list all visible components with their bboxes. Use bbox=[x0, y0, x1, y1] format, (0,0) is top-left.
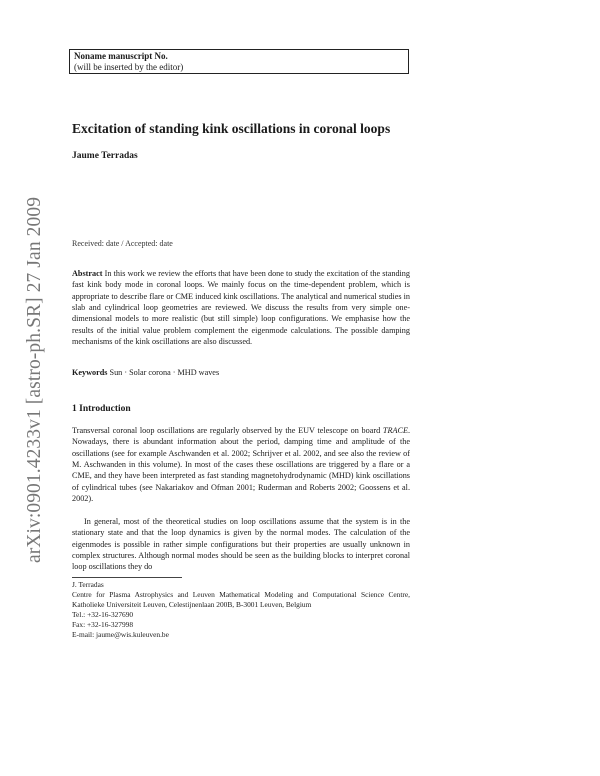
footnote-divider bbox=[72, 577, 182, 578]
arxiv-identifier: arXiv:0901.4233v1 [astro-ph.SR] 27 Jan 2009 bbox=[24, 196, 46, 564]
abstract bbox=[72, 268, 410, 347]
arxiv-side-label bbox=[20, 170, 50, 590]
abstract-text: In this work we review the efforts that have been done to study the excitation of the standing fast kink body mode in coronal loops. We mainly focus on the time-dependent problem, which is appropriate to describe flare or CME induced kink oscillations. The analytical and numerical studies in slab and cylindrical loop geometries are reviewed. We discuss the results from very simple one-dimensional models to more realistic (but still simple) loop configurations. We emphasise how the results of the initial value problem complement the eigenmode calculations. The possible damping mechanisms of the kink oscillations are also discussed. bbox=[72, 269, 410, 347]
manuscript-box bbox=[69, 49, 409, 74]
manuscript-editor-note: (will be inserted by the editor) bbox=[74, 62, 184, 72]
keywords-label: Keywords bbox=[72, 368, 108, 377]
footnote-fax: Fax: +32-16-327998 bbox=[72, 620, 134, 629]
footnote-email: E-mail: jaume@wis.kuleuven.be bbox=[72, 630, 169, 639]
received-date: Received: date / Accepted: date bbox=[72, 239, 173, 248]
abstract-label: Abstract bbox=[72, 269, 103, 278]
paper-title: Excitation of standing kink oscillations in coronal loops bbox=[72, 121, 391, 136]
footnote-affiliation: Centre for Plasma Astrophysics and Leuven Mathematical Modeling and Computational Science Centre, Katholieke Universiteit Leuven, Celestijnenlaan 200B, B-3001 Leuven, Belgium bbox=[72, 590, 410, 609]
footnote-tel: Tel.: +32-16-327690 bbox=[72, 610, 134, 619]
keywords bbox=[72, 367, 410, 378]
keywords-text: Sun · Solar corona · MHD waves bbox=[107, 368, 220, 377]
trace-telescope-name: TRACE bbox=[382, 426, 408, 435]
paragraph-1-rest: . Nowadays, there is abundant information about the period, damping time and amplitude of the oscillations (see for example Aschwanden et al. 2002; Schrijver et al. 2002, and see also the review of M. Aschwanden in this volume). In most of the cases these oscillations are triggered by a flare or a CME, and they have been interpreted as fast standing magnetohydrodynamic (MHD) kink oscillations of cylindrical tubes (see Nakariakov and Ofman 2001; Ruderman and Roberts 2002; Goossens et al. 2002). bbox=[72, 426, 410, 504]
footnote-author: J. Terradas bbox=[72, 580, 104, 589]
author-name: Jaume Terradas bbox=[72, 151, 138, 161]
author-footnote bbox=[72, 580, 410, 640]
introduction-paragraph-1 bbox=[72, 425, 410, 504]
paragraph-1-start: Transversal coronal loop oscillations are regularly observed by the EUV telescope on board bbox=[72, 426, 383, 435]
section-heading-introduction: 1 Introduction bbox=[72, 404, 131, 414]
introduction-paragraph-2: In general, most of the theoretical studies on loop oscillations assume that the system is in the stationary state and that the loop dynamics is given by the normal modes. The calculation of the eigenmodes is possible in rather simple configurations but their properties are usually unknown in complex structures. Although normal modes should be seen as the building blocks to interpret coronal loop oscillations they do bbox=[72, 517, 410, 572]
manuscript-number: Noname manuscript No. bbox=[74, 51, 168, 61]
